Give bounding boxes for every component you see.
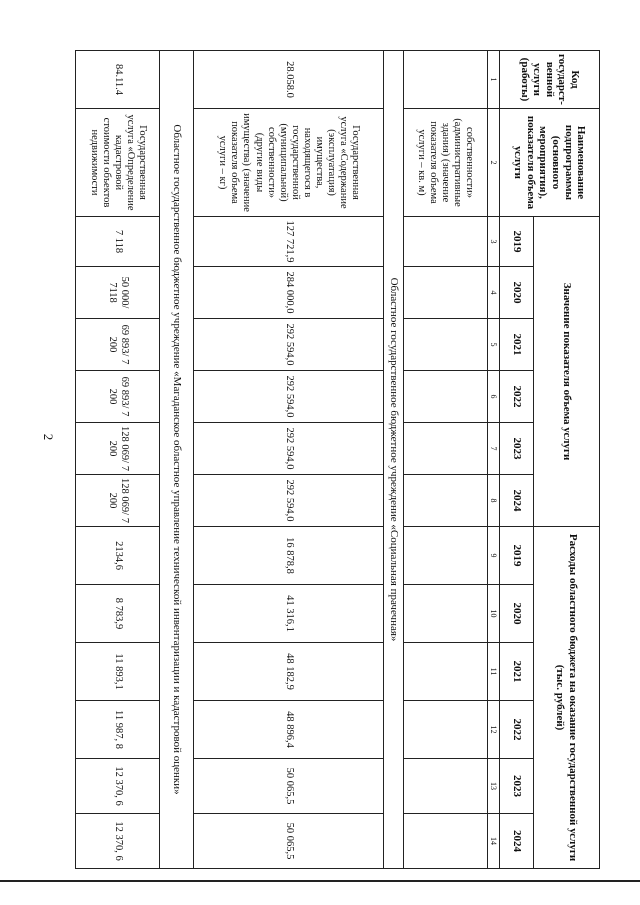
volume-value: 69 893/ 7 200 (76, 371, 160, 423)
empty-cell (403, 814, 487, 869)
year-header: 2022 (500, 371, 534, 423)
column-number: 1 (487, 51, 499, 109)
empty-cell (403, 475, 487, 527)
volume-value: 292 594,0 (194, 319, 384, 371)
column-number: 10 (487, 585, 499, 643)
service-name: Государственная услуга «Содержание (эксплуатация) имущества, находящегося в государственной (муниципальной) собственности» (другие виды имущества) (значение показателя объема услуги – кг) (194, 109, 384, 217)
empty-cell (403, 643, 487, 701)
service-code: 84.11.4 (76, 51, 160, 109)
header-code: Код государст-венной услуги (работы) (500, 51, 600, 109)
service-name: Государственная услуга «Определение кадастровой стоимости объектов недвижимости (76, 109, 160, 217)
empty-cell (403, 585, 487, 643)
page-number: 2 (41, 433, 56, 441)
header-expenses: Расходы областного бюджета на оказание государственной услуги (тыс. рублей) (534, 527, 600, 869)
bottom-rule (0, 880, 640, 882)
volume-value: 127 721,9 (194, 217, 384, 267)
column-number: 8 (487, 475, 499, 527)
cont-service-name: собственности» (административные здания) (значение показателя объема услуги – кв. м) (403, 109, 487, 217)
volume-value: 292 594,0 (194, 371, 384, 423)
volume-value: 50 000/ 7118 (76, 267, 160, 319)
empty-cell (403, 267, 487, 319)
volume-value: 128 069/ 7 200 (76, 423, 160, 475)
year-header: 2021 (500, 319, 534, 371)
section-title: Областное государственное бюджетное учреждение «Магаданское областное управление технической инвентаризации и кадастровой оценки» (160, 51, 194, 869)
expense-value: 12 370, 6 (76, 814, 160, 869)
column-number: 6 (487, 371, 499, 423)
column-number: 3 (487, 217, 499, 267)
column-number: 13 (487, 759, 499, 814)
expense-value: 2134,6 (76, 527, 160, 585)
expense-value: 41 316,1 (194, 585, 384, 643)
empty-cell (403, 371, 487, 423)
expense-value: 11 987, 8 (76, 701, 160, 759)
year-header: 2023 (500, 759, 534, 814)
expense-value: 8 783,9 (76, 585, 160, 643)
cont-code-cell (403, 51, 487, 109)
volume-value: 128 069/ 7 200 (76, 475, 160, 527)
year-header: 2019 (500, 527, 534, 585)
empty-cell (403, 527, 487, 585)
expense-value: 48 182,9 (194, 643, 384, 701)
column-number: 9 (487, 527, 499, 585)
budget-table (75, 50, 600, 869)
year-header: 2023 (500, 423, 534, 475)
empty-cell (403, 319, 487, 371)
year-header: 2022 (500, 701, 534, 759)
column-number: 2 (487, 109, 499, 217)
column-number: 7 (487, 423, 499, 475)
expense-value: 50 065,5 (194, 814, 384, 869)
section-title: Областное государственное бюджетное учреждение «Социальная прачечная» (384, 51, 404, 869)
volume-value: 7 118 (76, 217, 160, 267)
rotated-table-page (8, 50, 600, 868)
service-code: 28.058.0 (194, 51, 384, 109)
volume-value: 292 594,0 (194, 475, 384, 527)
column-number: 12 (487, 701, 499, 759)
expense-value: 11 893,1 (76, 643, 160, 701)
year-header: 2020 (500, 585, 534, 643)
column-number: 5 (487, 319, 499, 371)
column-number: 4 (487, 267, 499, 319)
volume-value: 69 893/ 7 200 (76, 319, 160, 371)
volume-value: 292 594,0 (194, 423, 384, 475)
empty-cell (403, 217, 487, 267)
year-header: 2021 (500, 643, 534, 701)
expense-value: 50 065,5 (194, 759, 384, 814)
expense-value: 16 878,8 (194, 527, 384, 585)
year-header: 2019 (500, 217, 534, 267)
column-number: 14 (487, 814, 499, 869)
empty-cell (403, 423, 487, 475)
volume-value: 284 000,0 (194, 267, 384, 319)
header-name: Наименование подпрограммы (основного мероприятия), показателя объема услуги (500, 109, 600, 217)
column-number: 11 (487, 643, 499, 701)
empty-cell (403, 701, 487, 759)
year-header: 2024 (500, 814, 534, 869)
empty-cell (403, 759, 487, 814)
year-header: 2024 (500, 475, 534, 527)
year-header: 2020 (500, 267, 534, 319)
expense-value: 12 370, 6 (76, 759, 160, 814)
header-volume: Значение показателя объема услуги (534, 217, 600, 527)
expense-value: 48 896,4 (194, 701, 384, 759)
